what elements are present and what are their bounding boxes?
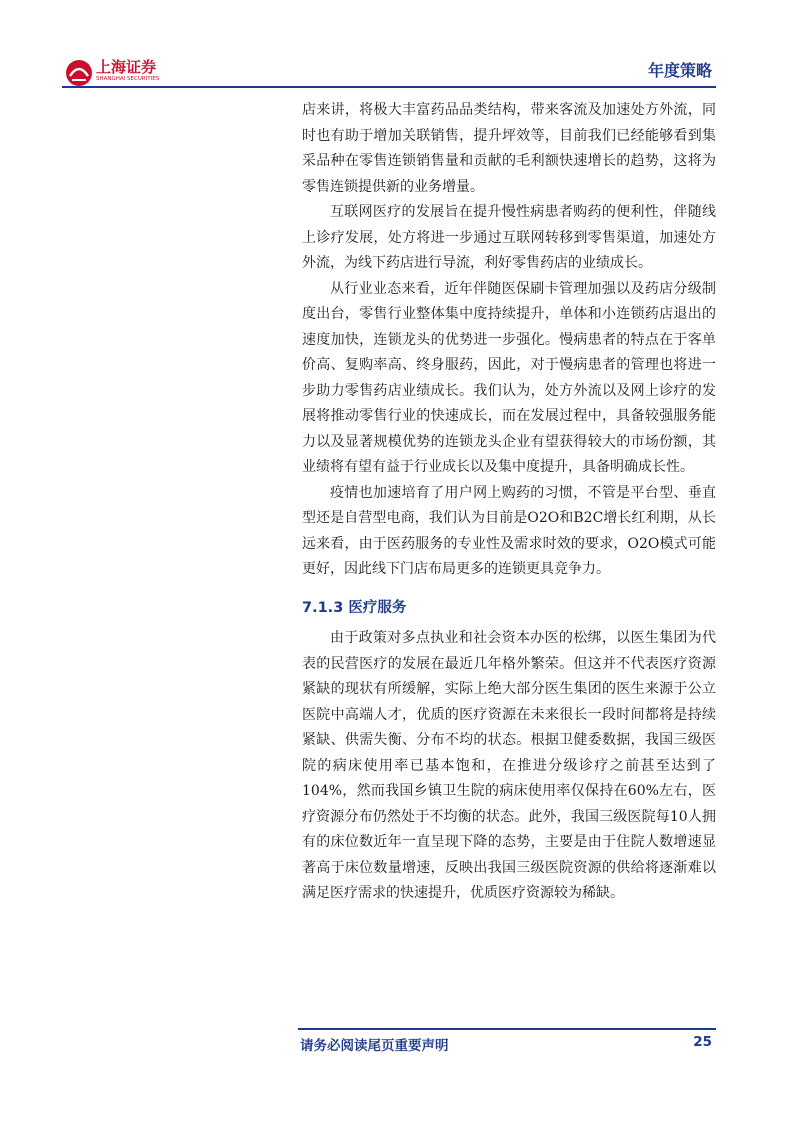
footer-divider bbox=[298, 1028, 716, 1030]
doc-type-title: 年度策略 bbox=[647, 61, 712, 80]
section-body-text bbox=[302, 626, 716, 907]
paragraph: 由于政策对多点执业和社会资本办医的松绑，以医生集团为代表的民营医疗的发展在最近几年格外繁荣。但这并不代表医疗资源紧缺的现状有所缓解，实际上绝大部分医生集团的医生来源于公立医院中高端人才，优质的医疗资源在未来很长一段时间都将是持续紧缺、供需失衡、分布不均的状态。根据卫健委数据，我国三级医院的病床使用率已基本饱和，在推进分级诊疗之前甚至达到了104%，然而我国乡镇卫生院的病床使用率仅保持在60%左右，医疗资源分布仍然处于不均衡的状态。此外，我国三级医院每10人拥有的床位数近年一直呈现下降的态势，主要是由于住院人数增速显著高于床位数量增速，反映出我国三级医院资源的供给将逐渐难以满足医疗需求的快速提升，优质医疗资源较为稀缺。 bbox=[302, 630, 716, 901]
paragraph: 疫情也加速培育了用户网上购药的习惯，不管是平台型、垂直型还是自营型电商，我们认为目前是O2O和B2C增长红利期，从长远来看，由于医药服务的专业性及需求时效的要求，O2O模式可能更好，因此线下门店布局更多的连锁更具竞争力。 bbox=[302, 484, 716, 577]
header-divider bbox=[62, 86, 716, 88]
page-number: 25 bbox=[693, 1034, 712, 1050]
paragraph: 互联网医疗的发展旨在提升慢性病患者购药的便利性，伴随线上诊疗发展，处方将进一步通过互联网转移到零售渠道，加速处方外流，为线下药店进行导流，利好零售药店的业绩成长。 bbox=[302, 204, 716, 271]
logo-subtext: SHANGHAI SECURITIES bbox=[96, 76, 160, 82]
footer-disclaimer: 请务必阅读尾页重要声明 bbox=[300, 1038, 449, 1054]
logo-name: 上海证券 bbox=[96, 58, 157, 76]
section-heading: 7.1.3 医疗服务 bbox=[302, 600, 407, 616]
paragraph: 店来讲，将极大丰富药品品类结构，带来客流及加速处方外流，同时也有助于增加关联销售，提升坪效等，目前我们已经能够看到集采品种在零售连锁销售量和贡献的毛利额快速增长的趋势，这将为零售连锁提供新的业务增量。 bbox=[302, 102, 716, 195]
paragraph: 从行业业态来看，近年伴随医保刷卡管理加强以及药店分级制度出台，零售行业整体集中度持续提升，单体和小连锁药店退出的速度加快，连锁龙头的优势进一步强化。慢病患者的特点在于客单价高、复购率高、终身服药，因此，对于慢病患者的管理也将进一步助力零售药店业绩成长。我们认为，处方外流以及网上诊疗的发展将推动零售行业的快速成长，而在发展过程中，具备较强服务能力以及显著规模优势的连锁龙头企业有望获得较大的市场份额，其业绩将有望有益于行业成长以及集中度提升，具备明确成长性。 bbox=[302, 280, 716, 475]
body-text bbox=[302, 98, 716, 583]
